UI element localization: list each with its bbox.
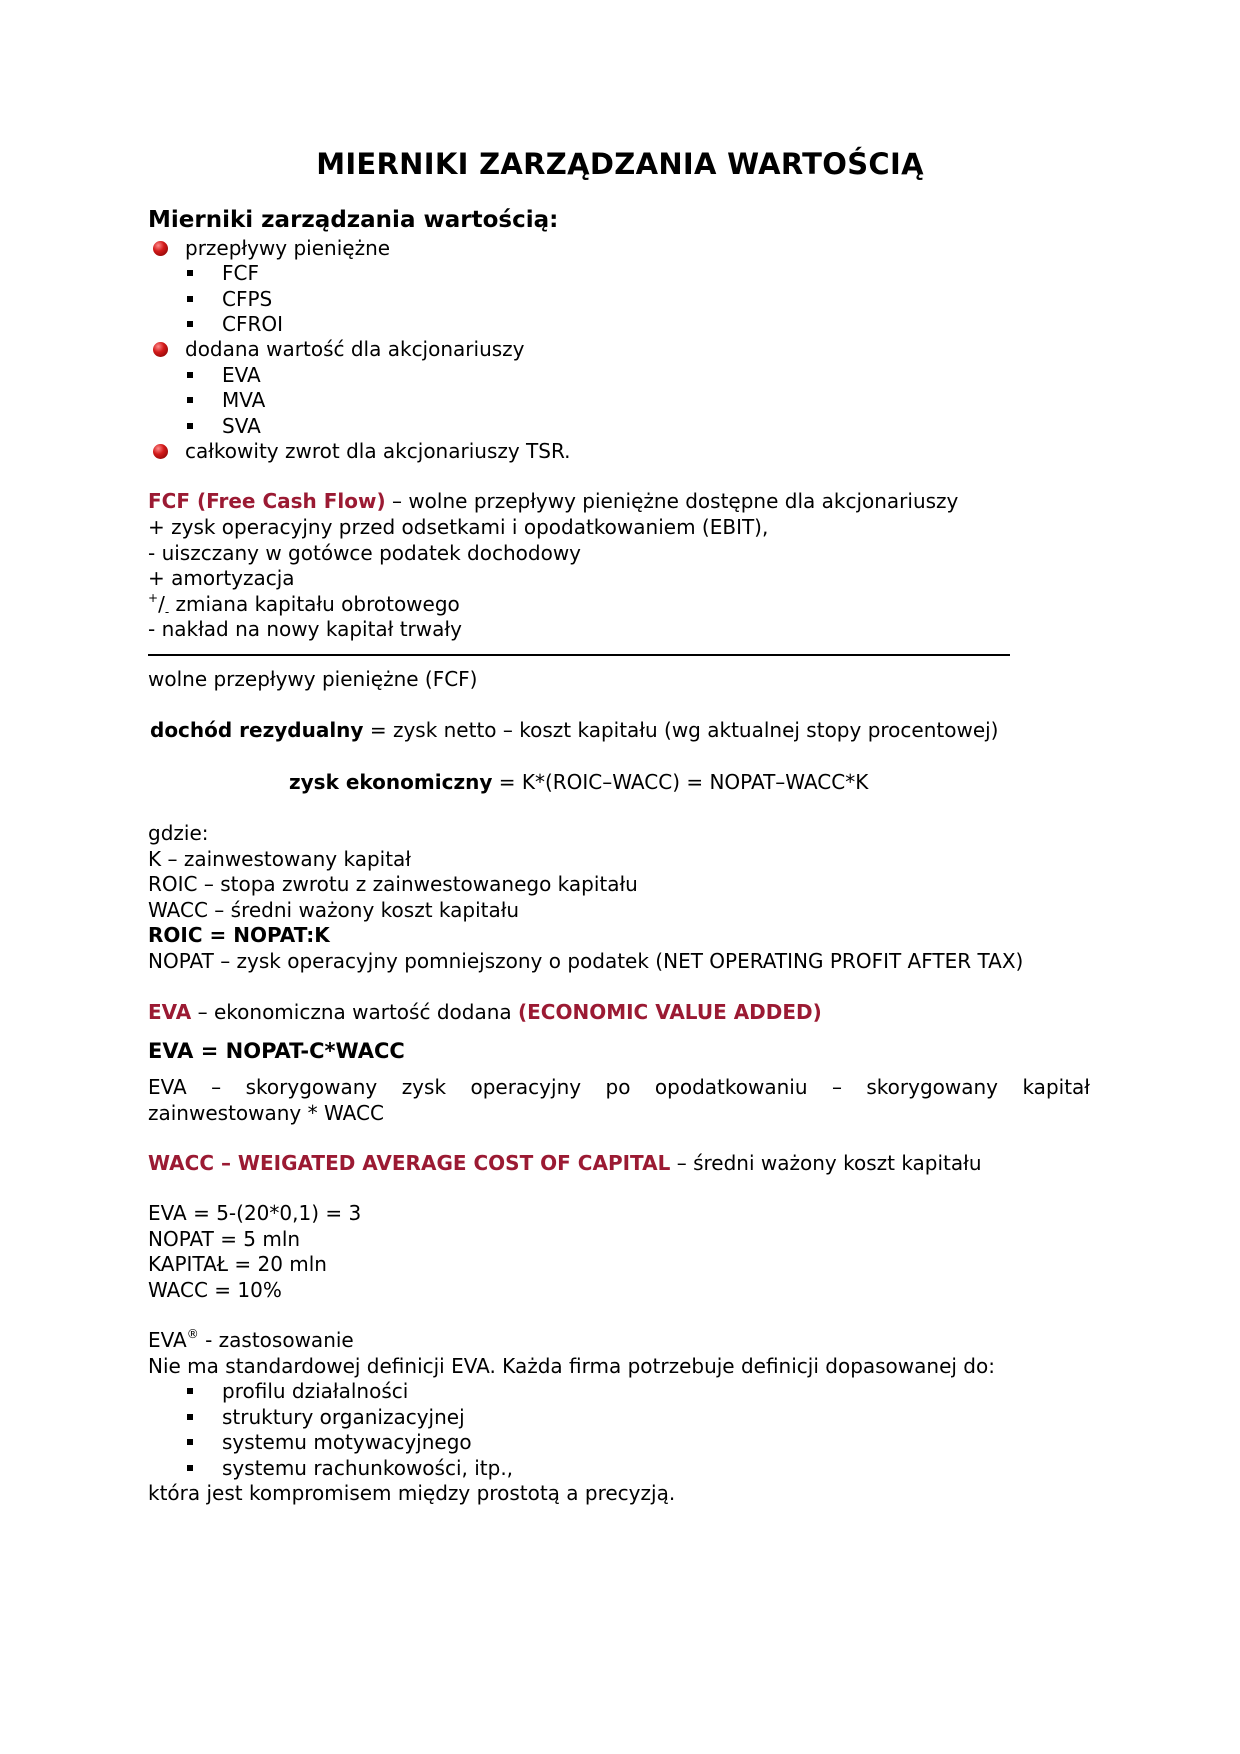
measure-item: FCF	[222, 261, 259, 285]
page-title: MIERNIKI ZARZĄDZANIA WARTOŚCIĄ	[316, 147, 924, 181]
eva-definition-text: – ekonomiczna wartość dodana	[191, 1000, 518, 1024]
application-item: systemu rachunkowości, itp.,	[222, 1456, 514, 1480]
sum-divider	[148, 654, 1010, 656]
fcf-line: + amortyzacja	[148, 566, 295, 590]
example-line: WACC = 10%	[148, 1277, 282, 1302]
where-label: gdzie:	[148, 821, 209, 845]
application-term: EVA	[148, 1328, 187, 1352]
measures-heading: Mierniki zarządzania wartością:	[148, 207, 559, 233]
eva-english: (ECONOMIC VALUE ADDED)	[517, 1000, 822, 1024]
square-bullet-icon	[187, 1388, 193, 1394]
word: –	[831, 1075, 842, 1099]
economic-profit-text: = K*(ROIC–WACC) = NOPAT–WACC*K	[492, 770, 869, 794]
word: EVA	[148, 1075, 187, 1099]
fcf-definition-text: – wolne przepływy pieniężne dostępne dla akcjonariuszy	[385, 489, 959, 513]
application-item: profilu działalności	[222, 1379, 409, 1403]
square-bullet-icon	[187, 270, 193, 276]
fcf-definition	[148, 489, 958, 515]
economic-profit-formula	[289, 770, 868, 796]
where-line: K – zainwestowany kapitał	[148, 846, 411, 871]
example-line: EVA = 5-(20*0,1) = 3	[148, 1201, 362, 1225]
nopat-definition: NOPAT – zysk operacyjny pomniejszony o podatek (NET OPERATING PROFIT AFTER TAX)	[148, 948, 1024, 973]
measure-item: SVA	[222, 414, 261, 438]
fcf-term: FCF (Free Cash Flow)	[148, 489, 386, 513]
fcf-line: - nakład na nowy kapitał trwały	[148, 617, 462, 641]
application-suffix: - zastosowanie	[198, 1328, 354, 1352]
fcf-line: - uiszczany w gotówce podatek dochodowy	[148, 540, 582, 565]
wacc-definition-text: – średni ważony koszt kapitału	[670, 1151, 982, 1175]
eva-description-line2: zainwestowany * WACC	[148, 1100, 384, 1125]
word: –	[211, 1075, 222, 1099]
wacc-definition	[148, 1151, 982, 1177]
minus-sign: -	[164, 604, 170, 619]
application-item: struktury organizacyjnej	[222, 1405, 465, 1429]
square-bullet-icon	[187, 321, 193, 327]
measure-group-label: przepływy pieniężne	[185, 236, 391, 260]
residual-income-text: = zysk netto – koszt kapitału (wg aktualnej stopy procentowej)	[363, 718, 999, 742]
application-closing: która jest kompromisem między prostotą a precyzją.	[148, 1481, 676, 1505]
application-intro: Nie ma standardowej definicji EVA. Każda firma potrzebuje definicji dopasowanej do:	[148, 1354, 995, 1378]
wacc-term: WACC – WEIGATED AVERAGE COST OF CAPITAL	[148, 1151, 671, 1175]
square-bullet-icon	[187, 1439, 193, 1445]
square-bullet-icon	[187, 296, 193, 302]
residual-income-formula	[150, 718, 998, 744]
square-bullet-icon	[187, 1414, 193, 1420]
fcf-result: wolne przepływy pieniężne (FCF)	[148, 667, 478, 691]
application-heading	[148, 1328, 354, 1357]
word: zysk	[401, 1075, 447, 1099]
fcf-lines	[148, 515, 768, 643]
word: skorygowany	[245, 1075, 378, 1099]
where-block	[148, 821, 1023, 974]
word: skorygowany	[866, 1075, 999, 1099]
application-item: systemu motywacyjnego	[222, 1430, 472, 1454]
word: kapitał	[1022, 1075, 1090, 1099]
capital-change-text: zmiana kapitału obrotowego	[169, 591, 460, 616]
square-bullet-icon	[187, 372, 193, 378]
example-line: NOPAT = 5 mln	[148, 1226, 301, 1251]
eva-formula: EVA = NOPAT-C*WACC	[148, 1039, 405, 1063]
word: opodatkowaniu	[654, 1075, 808, 1099]
eva-definition	[148, 1000, 822, 1026]
registered-mark: ®	[186, 1327, 199, 1341]
measure-group-label: dodana wartość dla akcjonariuszy	[185, 337, 525, 361]
fcf-capital-change-line	[148, 592, 768, 618]
measure-item: EVA	[222, 363, 261, 387]
eva-example	[148, 1201, 361, 1303]
square-bullet-icon	[187, 423, 193, 429]
red-bullet-icon	[153, 444, 168, 459]
where-line: ROIC – stopa zwrotu z zainwestowanego kapitału	[148, 872, 638, 896]
example-line: KAPITAŁ = 20 mln	[148, 1252, 327, 1276]
red-bullet-icon	[153, 241, 168, 256]
economic-profit-term: zysk ekonomiczny	[289, 770, 493, 794]
word: operacyjny	[470, 1075, 582, 1099]
eva-term: EVA	[148, 1000, 192, 1024]
fcf-line: + zysk operacyjny przed odsetkami i opodatkowaniem (EBIT),	[148, 515, 769, 539]
measure-item: CFROI	[222, 312, 284, 336]
where-line: WACC – średni ważony koszt kapitału	[148, 897, 520, 922]
slash: /	[158, 591, 165, 616]
red-bullet-icon	[153, 342, 168, 357]
square-bullet-icon	[187, 1465, 193, 1471]
measure-group-label: całkowity zwrot dla akcjonariuszy TSR.	[185, 439, 571, 463]
plus-sign: +	[148, 590, 159, 605]
eva-description	[148, 1075, 1090, 1126]
word: po	[605, 1075, 631, 1099]
eva-description-line1	[148, 1075, 1090, 1101]
measure-item: CFPS	[222, 287, 273, 311]
roic-formula: ROIC = NOPAT:K	[148, 923, 330, 947]
measure-item: MVA	[222, 388, 266, 412]
square-bullet-icon	[187, 397, 193, 403]
residual-income-term: dochód rezydualny	[150, 718, 364, 742]
